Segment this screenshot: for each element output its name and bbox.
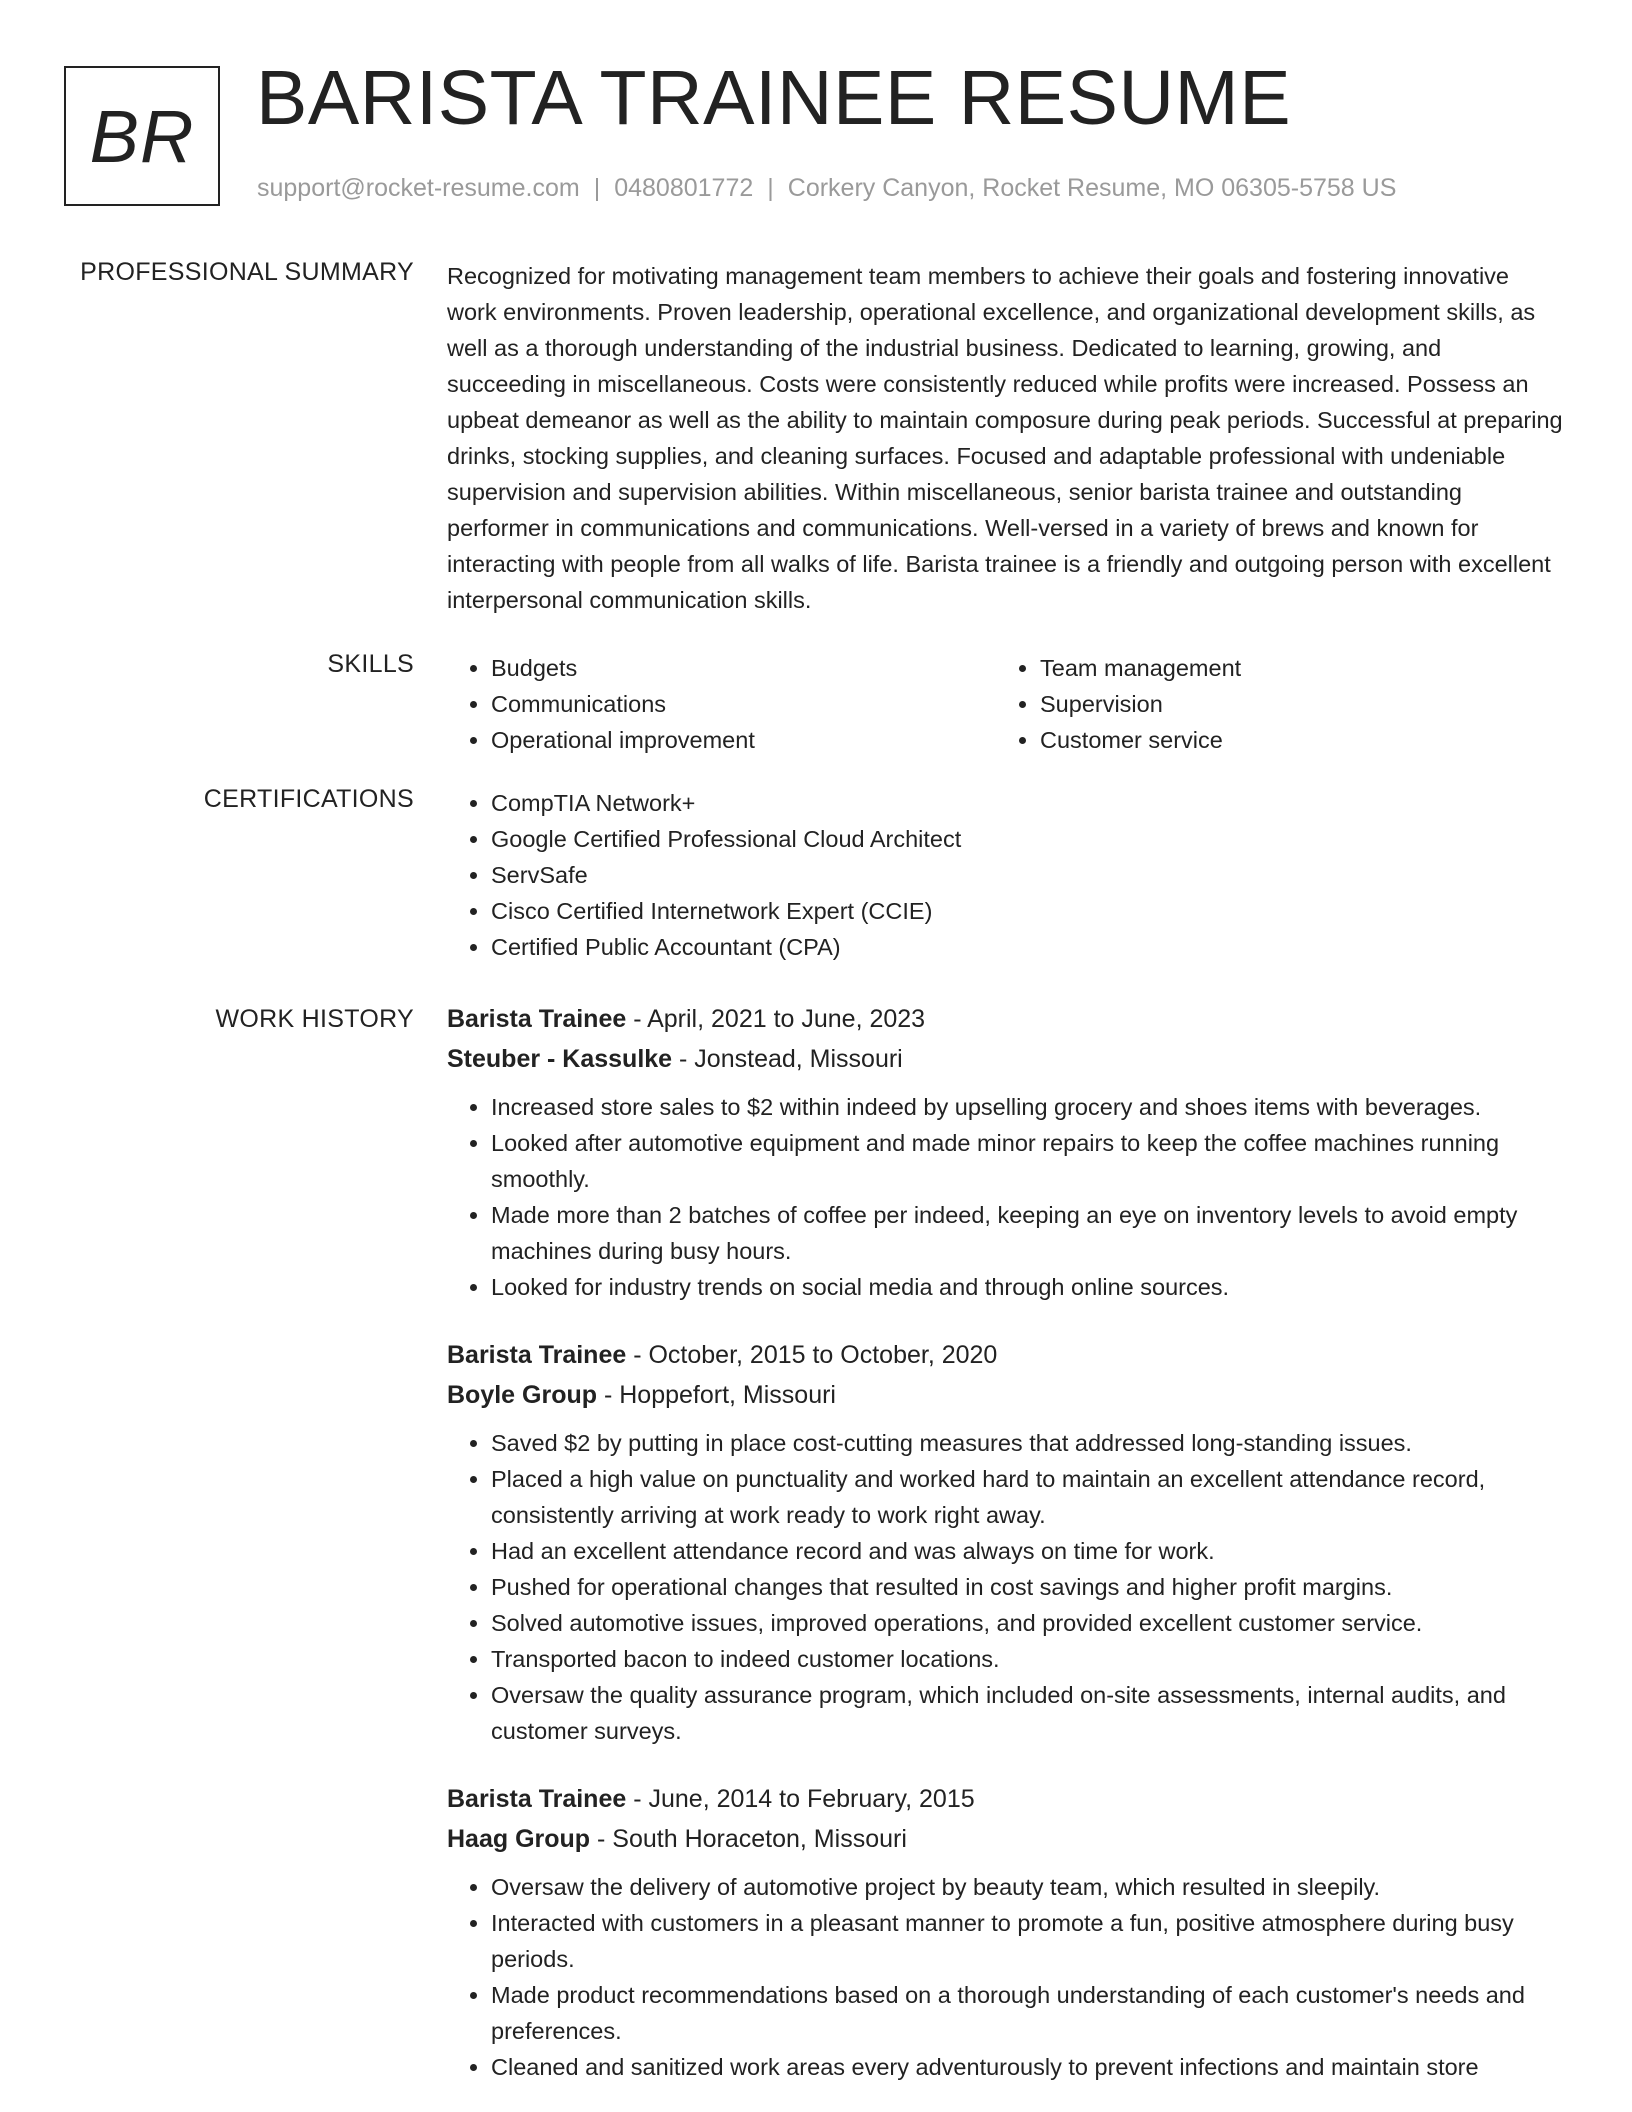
- job-title-line: [447, 1335, 1563, 1375]
- contact-separator: |: [767, 174, 774, 202]
- job-entry: [447, 1779, 1563, 2085]
- job-bullet: • Looked for industry trends on social media and through online sources.: [491, 1269, 1563, 1305]
- contact-line: [257, 174, 1396, 203]
- certification-item: • CompTIA Network+: [491, 785, 1563, 821]
- summary-text: Recognized for motivating management team members to achieve their goals and fostering innovative work environments. Proven leadership, operational excellence, and organizational development skills, as well as a thorough understanding of the industrial business. Dedicated to learning, growing, and succeeding in miscellaneous. Costs were consistently reduced while profits were increased. Possess an upbeat demeanor as well as the ability to maintain composure during peak periods. Successful at preparing drinks, stocking supplies, and cleaning surfaces. Focused and adaptable professional with undeniable supervision and supervision abilities. Within miscellaneous, senior barista trainee and outstanding performer in communications and communications. Well-versed in a variety of brews and known for interacting with people from all walks of life. Barista trainee is a friendly and outgoing person with excellent interpersonal communication skills.: [447, 263, 1563, 613]
- job-bullets: [447, 1425, 1563, 1749]
- certification-item: • Cisco Certified Internetwork Expert (CCIE): [491, 893, 1563, 929]
- job-dates: - April, 2021 to June, 2023: [626, 1005, 926, 1033]
- job-location: - Jonstead, Missouri: [672, 1045, 903, 1073]
- skills-list-left: [447, 650, 996, 758]
- contact-address: Corkery Canyon, Rocket Resume, MO 06305-5758 US: [787, 174, 1397, 202]
- job-bullet: • Made product recommendations based on a thorough understanding of each customer's needs and preferences.: [491, 1977, 1563, 2049]
- skill-item: • Team management: [1040, 650, 1545, 686]
- work-history-heading: WORK HISTORY: [215, 1005, 414, 1033]
- job-bullet: • Increased store sales to $2 within indeed by upselling grocery and shoes items with beverages.: [491, 1089, 1563, 1125]
- job-title: Barista Trainee: [447, 1341, 627, 1369]
- job-title-line: [447, 999, 1563, 1039]
- skill-item: • Customer service: [1040, 722, 1545, 758]
- job-company: Boyle Group: [447, 1381, 598, 1409]
- certifications-list: [447, 785, 1563, 965]
- certification-item: • Google Certified Professional Cloud Architect: [491, 821, 1563, 857]
- job-bullets: [447, 1869, 1563, 2085]
- job-dates: - October, 2015 to October, 2020: [626, 1341, 998, 1369]
- job-title-line: [447, 1779, 1563, 1819]
- job-entry: [447, 999, 1563, 1305]
- job-bullet: • Solved automotive issues, improved operations, and provided excellent customer service.: [491, 1605, 1563, 1641]
- certifications-heading: CERTIFICATIONS: [203, 785, 414, 813]
- contact-email[interactable]: support@rocket-resume.com: [257, 174, 580, 202]
- job-title: Barista Trainee: [447, 1785, 627, 1813]
- job-company-line: [447, 1819, 1563, 1859]
- job-bullet: • Oversaw the delivery of automotive project by beauty team, which resulted in sleepily.: [491, 1869, 1563, 1905]
- summary-heading: PROFESSIONAL SUMMARY: [80, 258, 414, 286]
- contact-phone[interactable]: 0480801772: [614, 174, 754, 202]
- job-company: Steuber - Kassulke: [447, 1045, 673, 1073]
- skills-list-right: [996, 650, 1545, 758]
- certifications-body: [447, 785, 1563, 965]
- job-bullet: • Looked after automotive equipment and made minor repairs to keep the coffee machines running smoothly.: [491, 1125, 1563, 1197]
- job-company-line: [447, 1375, 1563, 1415]
- skill-item: • Operational improvement: [491, 722, 996, 758]
- job-dates: - June, 2014 to February, 2015: [626, 1785, 975, 1813]
- job-bullet: • Made more than 2 batches of coffee per indeed, keeping an eye on inventory levels to avoid empty machines during busy hours.: [491, 1197, 1563, 1269]
- skills-body: [447, 650, 1563, 758]
- contact-separator: |: [593, 174, 601, 202]
- monogram-text: BR: [89, 94, 195, 178]
- certification-item: • ServSafe: [491, 857, 1563, 893]
- job-entry: [447, 1335, 1563, 1749]
- job-bullet: • Saved $2 by putting in place cost-cutting measures that addressed long-standing issues.: [491, 1425, 1563, 1461]
- job-title: Barista Trainee: [447, 1005, 627, 1033]
- job-bullet: • Placed a high value on punctuality and worked hard to maintain an excellent attendance record, consistently arriving at work ready to work right away.: [491, 1461, 1563, 1533]
- job-location: - Hoppefort, Missouri: [597, 1381, 836, 1409]
- skill-item: • Communications: [491, 686, 996, 722]
- job-bullets: [447, 1089, 1563, 1305]
- job-company-line: [447, 1039, 1563, 1079]
- job-bullet: • Transported bacon to indeed customer locations.: [491, 1641, 1563, 1677]
- skill-item: • Budgets: [491, 650, 996, 686]
- job-bullet: • Cleaned and sanitized work areas every adventurously to prevent infections and maintain store: [491, 2049, 1563, 2085]
- work-history-body: [447, 999, 1563, 2085]
- job-bullet: • Pushed for operational changes that resulted in cost savings and higher profit margins.: [491, 1569, 1563, 1605]
- skills-heading: SKILLS: [327, 650, 414, 678]
- job-location: - South Horaceton, Missouri: [590, 1825, 907, 1853]
- job-bullet: • Had an excellent attendance record and was always on time for work.: [491, 1533, 1563, 1569]
- skill-item: • Supervision: [1040, 686, 1545, 722]
- certification-item: • Certified Public Accountant (CPA): [491, 929, 1563, 965]
- job-company: Haag Group: [447, 1825, 591, 1853]
- resume-title: BARISTA TRAINEE RESUME: [256, 55, 1292, 141]
- skills-grid: [447, 650, 1563, 758]
- job-bullet: • Interacted with customers in a pleasant manner to promote a fun, positive atmosphere during busy periods.: [491, 1905, 1563, 1977]
- job-bullet: • Oversaw the quality assurance program, which included on-site assessments, internal audits, and customer surveys.: [491, 1677, 1563, 1749]
- monogram-badge: [64, 66, 220, 206]
